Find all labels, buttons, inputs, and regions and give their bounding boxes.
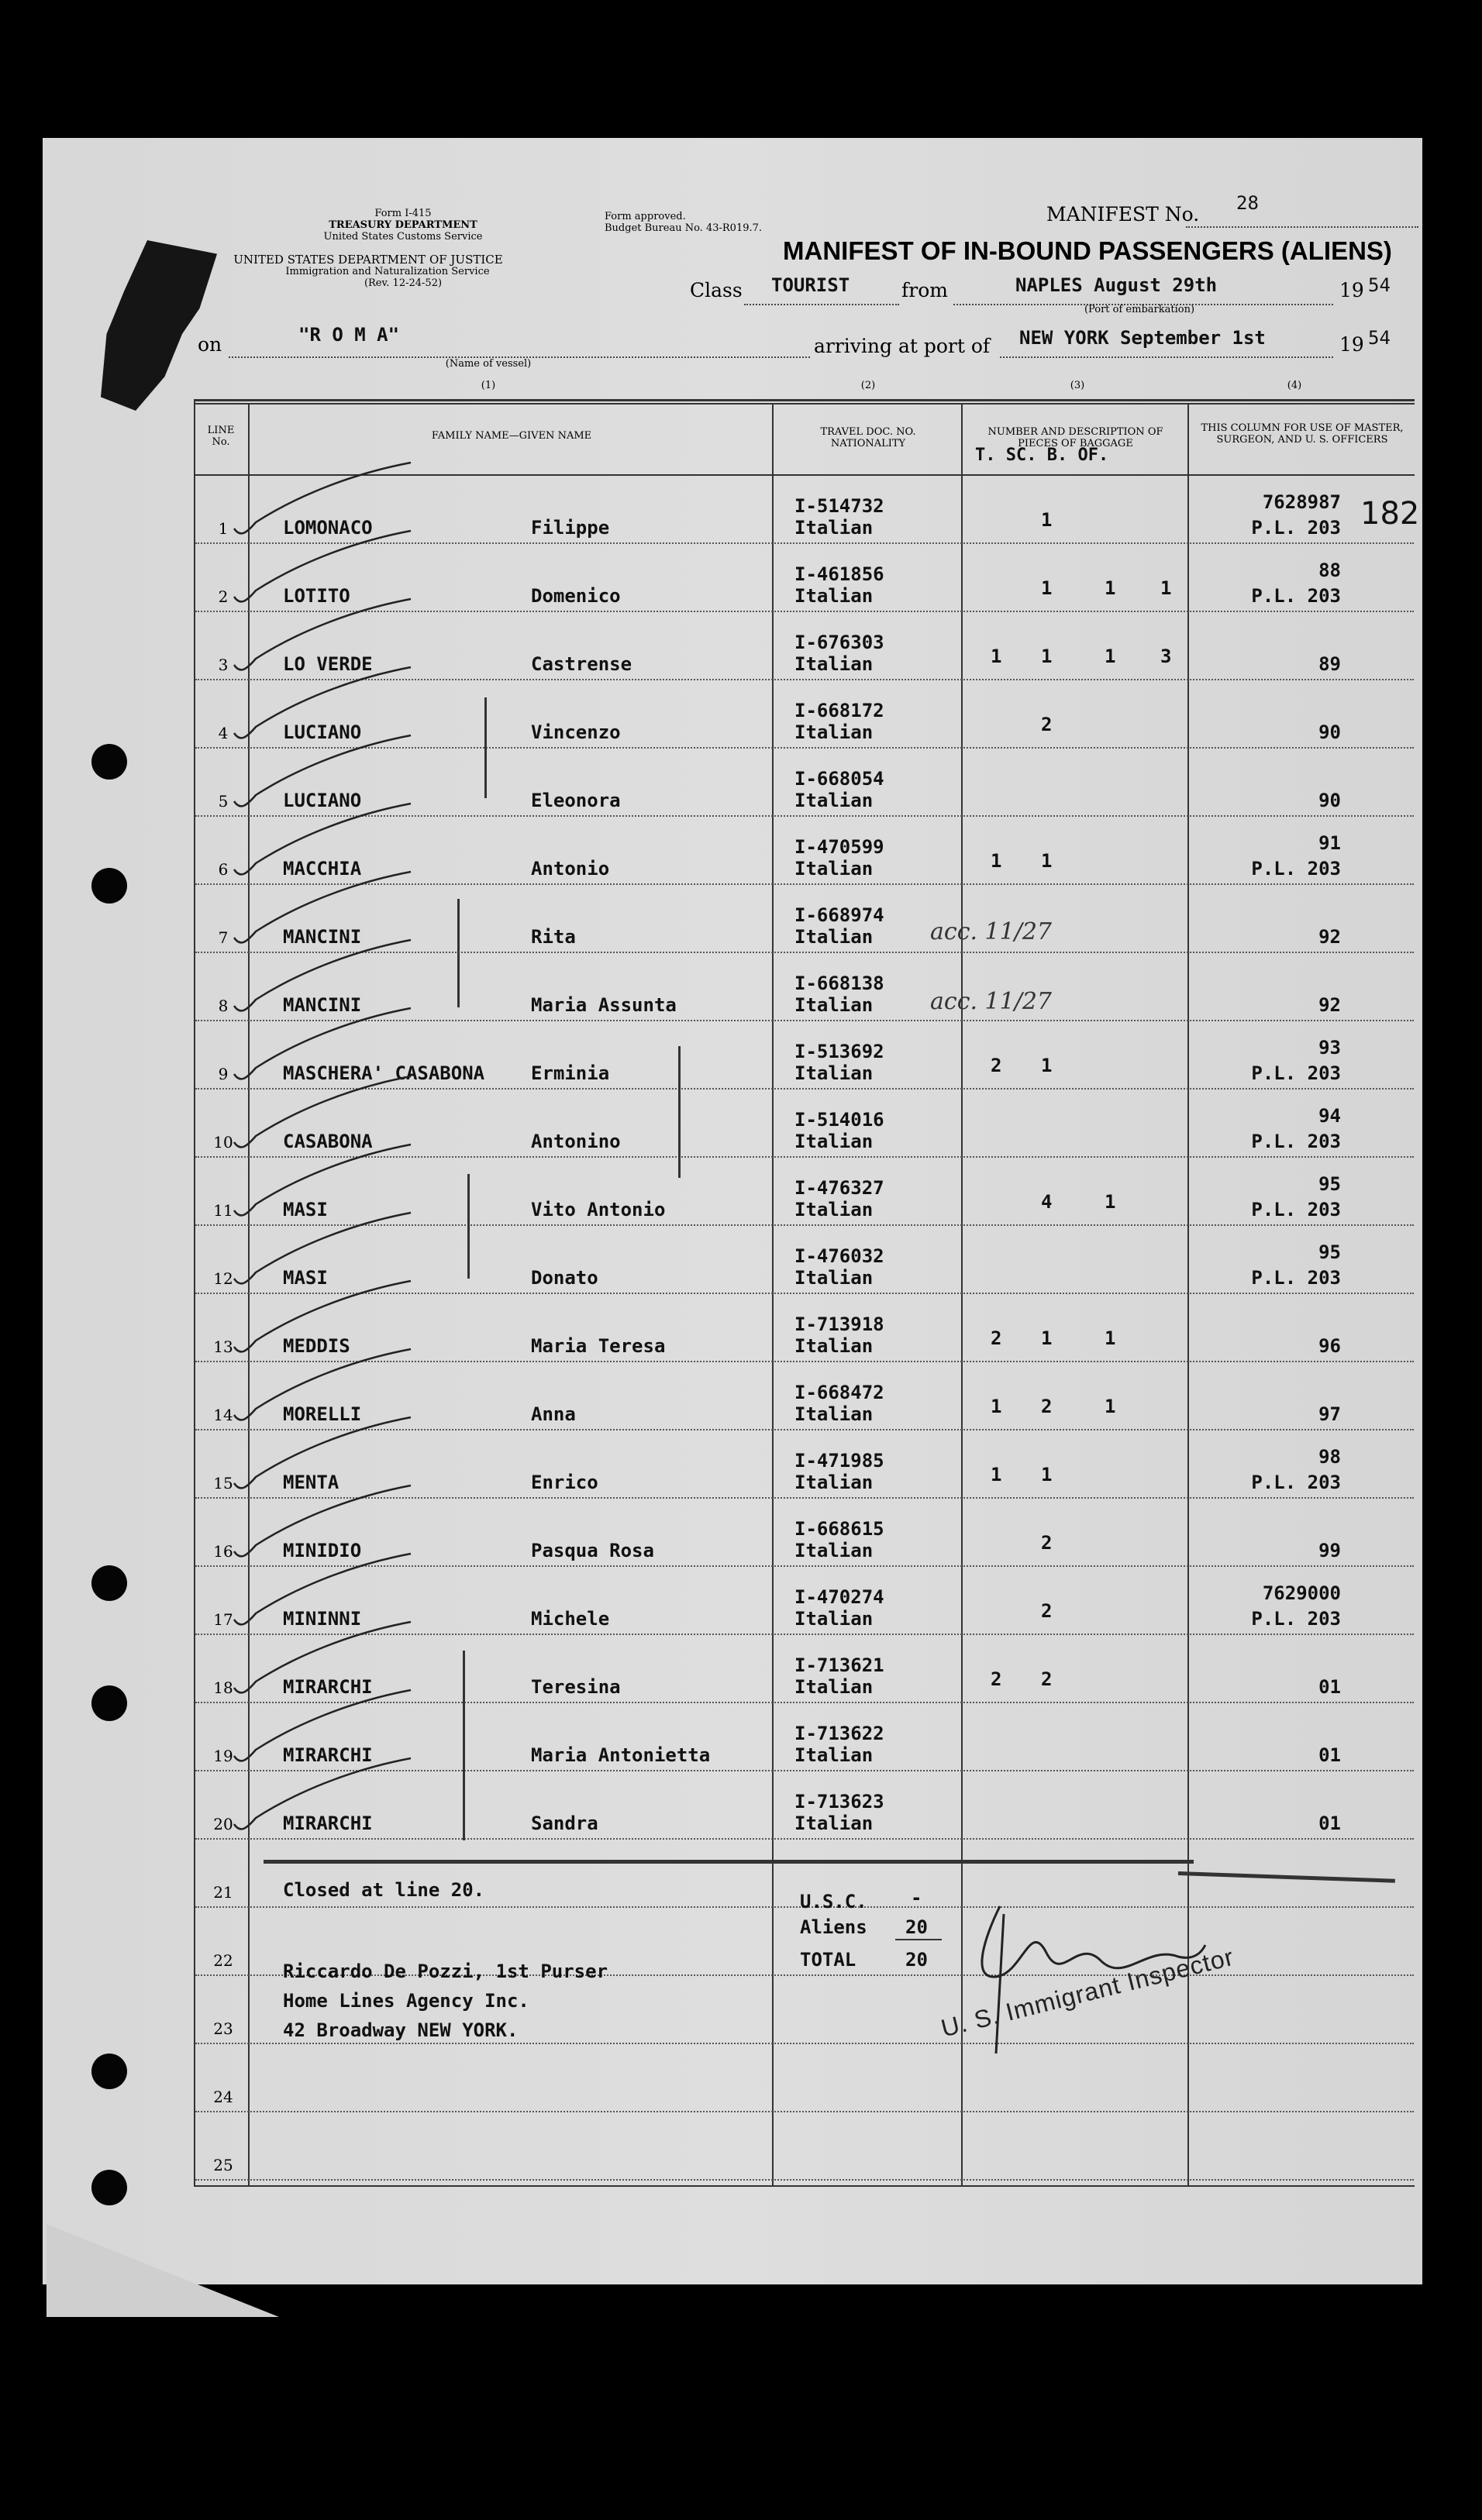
check-mark (234, 1417, 411, 1488)
officer-note-2: 92 (1318, 994, 1341, 1016)
manifest-no-label: MANIFEST No. (1046, 203, 1200, 225)
check-mark (234, 1622, 411, 1692)
officer-note-1: 93 (1318, 1037, 1341, 1059)
baggage-b: 1 (1105, 1191, 1116, 1213)
treasury-label: TREASURY DEPARTMENT (329, 219, 477, 231)
baggage-sc: 1 (1041, 645, 1053, 667)
line-number: 10 (213, 1133, 233, 1152)
officer-note-2: 99 (1318, 1540, 1341, 1561)
nationality: Italian (794, 653, 874, 675)
year-prefix-2: 19 (1339, 333, 1364, 356)
nationality: Italian (794, 721, 874, 743)
arriving-label: arriving at port of (814, 335, 991, 357)
purser: Riccardo De Pozzi, 1st Purser (283, 1961, 608, 1982)
travel-doc-no: I-476327 (794, 1177, 884, 1199)
baggage-of: 3 (1160, 645, 1172, 667)
family-name: CASABONA (283, 1131, 373, 1152)
travel-doc-no: I-713918 (794, 1313, 884, 1335)
officer-note-2: 01 (1318, 1744, 1341, 1766)
travel-doc-no: I-713621 (794, 1654, 884, 1676)
family-name: LO VERDE (283, 653, 373, 675)
budget-bureau: Budget Bureau No. 43-R019.7. (605, 222, 763, 234)
travel-doc-no: I-713622 (794, 1723, 884, 1744)
travel-doc-no: I-668472 (794, 1382, 884, 1403)
annotation-row7: acc. 11/27 (930, 918, 1053, 945)
line-number: 9 (218, 1065, 229, 1083)
line-number: 4 (218, 724, 229, 742)
baggage-t: 1 (991, 850, 1002, 872)
nationality: Italian (794, 1267, 874, 1289)
col-header-baggage: NUMBER AND DESCRIPTION OF PIECES OF BAGGAGE (987, 426, 1163, 449)
officer-note-2: 01 (1318, 1813, 1341, 1834)
officer-note-2: 01 (1318, 1676, 1341, 1698)
line-number: 22 (213, 1951, 233, 1970)
col-marker-3: (3) (1070, 380, 1085, 391)
total-label: TOTAL (800, 1949, 856, 1971)
baggage-sc: 1 (1041, 509, 1053, 531)
officer-note-2: P.L. 203 (1251, 858, 1341, 880)
family-name: MANCINI (283, 994, 362, 1016)
col-header-doc: TRAVEL DOC. NO. NATIONALITY (820, 426, 916, 449)
travel-doc-no: I-713623 (794, 1791, 884, 1813)
given-name: Anna (531, 1403, 576, 1425)
baggage-sc: 1 (1041, 577, 1053, 599)
family-name: LOMONACO (283, 517, 373, 539)
family-name: MENTA (283, 1472, 339, 1493)
justice-label: UNITED STATES DEPARTMENT OF JUSTICE (233, 253, 503, 267)
check-mark (234, 1281, 411, 1351)
col-marker-2: (2) (860, 380, 876, 391)
line-number: 15 (213, 1474, 233, 1492)
from-label: from (901, 279, 948, 301)
travel-doc-no: I-514732 (794, 495, 884, 517)
check-mark (234, 463, 411, 533)
family-name: LUCIANO (283, 721, 362, 743)
line-number: 5 (218, 792, 229, 811)
nationality: Italian (794, 1540, 874, 1561)
given-name: Antonio (531, 858, 610, 880)
revision-label: (Rev. 12-24-52) (364, 277, 443, 289)
baggage-sc: 2 (1041, 714, 1053, 735)
travel-doc-no: I-676303 (794, 632, 884, 653)
family-name: MINIDIO (283, 1540, 362, 1561)
manifest-no-value: 28 (1236, 192, 1259, 214)
officer-note-2: P.L. 203 (1251, 585, 1341, 607)
check-mark (234, 1213, 411, 1283)
travel-doc-no: I-476032 (794, 1245, 884, 1267)
nationality: Italian (794, 1199, 874, 1220)
inspector-stamp: U. S. Immigrant Inspector (938, 1942, 1237, 2043)
customs-label: United States Customs Service (323, 231, 483, 243)
col-marker-4: (4) (1287, 380, 1302, 391)
nationality: Italian (794, 1062, 874, 1084)
check-mark (234, 1145, 411, 1215)
given-name: Vito Antonio (531, 1199, 666, 1220)
baggage-of: 1 (1160, 577, 1172, 599)
family-name: MASCHERA' CASABONA (283, 1062, 485, 1084)
given-name: Castrense (531, 653, 632, 675)
line-number: 2 (218, 587, 229, 606)
travel-doc-no: I-513692 (794, 1041, 884, 1062)
check-mark (234, 804, 411, 874)
baggage-sc: 2 (1041, 1600, 1053, 1622)
baggage-sc: 4 (1041, 1191, 1053, 1213)
travel-doc-no: I-470599 (794, 836, 884, 858)
given-name: Enrico (531, 1472, 598, 1493)
line-number: 1 (218, 519, 229, 538)
nationality: Italian (794, 790, 874, 811)
line-number: 13 (213, 1337, 233, 1356)
given-name: Domenico (531, 585, 621, 607)
given-name: Rita (531, 926, 576, 948)
form-number: Form I-415 (374, 208, 432, 219)
col-header-name: FAMILY NAME—GIVEN NAME (431, 430, 592, 442)
baggage-sc: 2 (1041, 1396, 1053, 1417)
given-name: Maria Assunta (531, 994, 677, 1016)
travel-doc-no: I-668172 (794, 700, 884, 721)
line-number: 21 (213, 1883, 233, 1902)
baggage-t: 2 (991, 1668, 1002, 1690)
nationality: Italian (794, 517, 874, 539)
officer-note-1: 7628987 (1262, 491, 1341, 513)
check-mark (234, 1485, 411, 1556)
nationality: Italian (794, 1403, 874, 1425)
given-name: Maria Antonietta (531, 1744, 711, 1766)
officer-note-2: 90 (1318, 721, 1341, 743)
officer-note-2: P.L. 203 (1251, 1608, 1341, 1630)
ins-label: Immigration and Naturalization Service (285, 266, 490, 277)
family-name: MASI (283, 1199, 328, 1220)
agency-address: 42 Broadway NEW YORK. (283, 2019, 519, 2041)
line-number: 6 (218, 860, 229, 879)
check-mark (234, 735, 411, 806)
check-mark (234, 872, 411, 942)
travel-doc-no: I-470274 (794, 1586, 884, 1608)
officer-note-2: 90 (1318, 790, 1341, 811)
line-number: 14 (213, 1406, 233, 1424)
officer-note-2: P.L. 203 (1251, 1199, 1341, 1220)
family-name: LOTITO (283, 585, 350, 607)
line-number: 7 (218, 928, 229, 947)
given-name: Sandra (531, 1813, 598, 1834)
line-number: 17 (213, 1610, 233, 1629)
baggage-sc: 1 (1041, 1327, 1053, 1349)
officer-note-2: 96 (1318, 1335, 1341, 1357)
officer-note-1: 98 (1318, 1446, 1341, 1468)
line-number: 20 (213, 1815, 233, 1833)
line-number: 18 (213, 1678, 233, 1697)
line-number: 25 (213, 2156, 233, 2174)
family-name: MININNI (283, 1608, 362, 1630)
officer-note-2: 97 (1318, 1403, 1341, 1425)
family-name: MASI (283, 1267, 328, 1289)
agency: Home Lines Agency Inc. (283, 1990, 529, 2012)
officer-note-1: 88 (1318, 559, 1341, 581)
given-name: Vincenzo (531, 721, 621, 743)
family-name: MORELLI (283, 1403, 362, 1425)
year-2: 54 (1368, 327, 1391, 349)
travel-doc-no: I-668615 (794, 1518, 884, 1540)
officer-note-2: P.L. 203 (1251, 1472, 1341, 1493)
given-name: Donato (531, 1267, 598, 1289)
check-mark (234, 1758, 411, 1829)
family-name: LUCIANO (283, 790, 362, 811)
officer-note-2: P.L. 203 (1251, 1131, 1341, 1152)
nationality: Italian (794, 926, 874, 948)
manifest-title: MANIFEST OF IN-BOUND PASSENGERS (ALIENS) (783, 236, 1392, 265)
check-mark (234, 667, 411, 738)
baggage-t: 1 (991, 1396, 1002, 1417)
line-number: 8 (218, 997, 229, 1015)
line-number: 23 (213, 2019, 233, 2038)
family-name: MIRARCHI (283, 1813, 373, 1834)
nationality: Italian (794, 1335, 874, 1357)
vessel-caption: (Name of vessel) (445, 358, 532, 370)
officer-note-2: 92 (1318, 926, 1341, 948)
given-name: Erminia (531, 1062, 610, 1084)
officer-note-1: 91 (1318, 832, 1341, 854)
on-label: on (198, 333, 222, 356)
nationality: Italian (794, 858, 874, 880)
nationality: Italian (794, 1131, 874, 1152)
line-number: 12 (213, 1269, 233, 1288)
travel-doc-no: I-461856 (794, 563, 884, 585)
baggage-sc: 1 (1041, 1464, 1053, 1485)
baggage-b: 1 (1105, 1396, 1116, 1417)
year-1: 54 (1368, 274, 1391, 296)
form-approved: Form approved. (605, 211, 686, 222)
check-mark (234, 940, 411, 1010)
check-mark (234, 1008, 411, 1079)
vessel-name: "R O M A" (298, 324, 400, 346)
officer-note-2: P.L. 203 (1251, 1267, 1341, 1289)
class-label: Class (690, 279, 743, 301)
baggage-sc: 2 (1041, 1532, 1053, 1554)
nationality: Italian (794, 585, 874, 607)
family-name: MACCHIA (283, 858, 362, 880)
line-number: 24 (213, 2088, 233, 2106)
baggage-t: 2 (991, 1055, 1002, 1076)
family-name: MEDDIS (283, 1335, 350, 1357)
check-mark (234, 531, 411, 601)
baggage-b: 1 (1105, 577, 1116, 599)
col-header-baggage-sub: T. SC. B. OF. (975, 446, 1109, 465)
arrival-value: NEW YORK September 1st (1019, 327, 1266, 349)
family-name: MIRARCHI (283, 1676, 373, 1698)
total-value: 20 (905, 1949, 928, 1971)
check-mark (234, 1554, 411, 1624)
officer-note-1: 95 (1318, 1173, 1341, 1195)
col-header-line: LINE No. (207, 425, 235, 448)
officer-note-2: P.L. 203 (1251, 1062, 1341, 1084)
baggage-t: 2 (991, 1327, 1002, 1349)
nationality: Italian (794, 1813, 874, 1834)
line-number: 16 (213, 1542, 233, 1561)
line-number: 19 (213, 1747, 233, 1765)
officer-note-2: P.L. 203 (1251, 517, 1341, 539)
given-name: Pasqua Rosa (531, 1540, 654, 1561)
given-name: Antonino (531, 1131, 621, 1152)
usc-value: - (911, 1887, 922, 1909)
aliens-value: 20 (905, 1916, 928, 1938)
check-mark (234, 599, 411, 670)
port-caption: (Port of embarkation) (1084, 304, 1195, 315)
given-name: Eleonora (531, 790, 621, 811)
baggage-sc: 1 (1041, 1055, 1053, 1076)
baggage-b: 1 (1105, 1327, 1116, 1349)
aliens-label: Aliens (800, 1916, 867, 1938)
class-value: TOURIST (771, 274, 850, 296)
line-number: 11 (213, 1201, 233, 1220)
officer-note-1: 95 (1318, 1241, 1341, 1263)
baggage-t: 1 (991, 645, 1002, 667)
baggage-t: 1 (991, 1464, 1002, 1485)
nationality: Italian (794, 1744, 874, 1766)
officer-note-1: 7629000 (1262, 1582, 1341, 1604)
nationality: Italian (794, 994, 874, 1016)
usc-label: U.S.C. (800, 1891, 867, 1912)
nationality: Italian (794, 1608, 874, 1630)
given-name: Michele (531, 1608, 610, 1630)
page-number-mark: 182 (1360, 496, 1420, 532)
officer-note-1: 94 (1318, 1105, 1341, 1127)
col-header-officers: THIS COLUMN FOR USE OF MASTER, SURGEON, AND U. S. OFFICERS (1201, 422, 1404, 446)
baggage-sc: 1 (1041, 850, 1053, 872)
baggage-b: 1 (1105, 645, 1116, 667)
family-name: MANCINI (283, 926, 362, 948)
embarkation-value: NAPLES August 29th (1015, 274, 1218, 296)
given-name: Filippe (531, 517, 610, 539)
annotation-row8: acc. 11/27 (930, 988, 1053, 1015)
travel-doc-no: I-514016 (794, 1109, 884, 1131)
check-mark (234, 1076, 411, 1147)
check-mark (234, 1690, 411, 1761)
travel-doc-no: I-471985 (794, 1450, 884, 1472)
travel-doc-no: I-668054 (794, 768, 884, 790)
travel-doc-no: I-668974 (794, 904, 884, 926)
closed-at-line: Closed at line 20. (283, 1879, 485, 1901)
baggage-sc: 2 (1041, 1668, 1053, 1690)
nationality: Italian (794, 1472, 874, 1493)
officer-note-2: 89 (1318, 653, 1341, 675)
given-name: Teresina (531, 1676, 621, 1698)
nationality: Italian (794, 1676, 874, 1698)
family-name: MIRARCHI (283, 1744, 373, 1766)
check-mark (234, 1349, 411, 1420)
travel-doc-no: I-668138 (794, 973, 884, 994)
given-name: Maria Teresa (531, 1335, 666, 1357)
year-prefix-1: 19 (1339, 279, 1364, 301)
col-marker-1: (1) (481, 380, 496, 391)
line-number: 3 (218, 656, 229, 674)
